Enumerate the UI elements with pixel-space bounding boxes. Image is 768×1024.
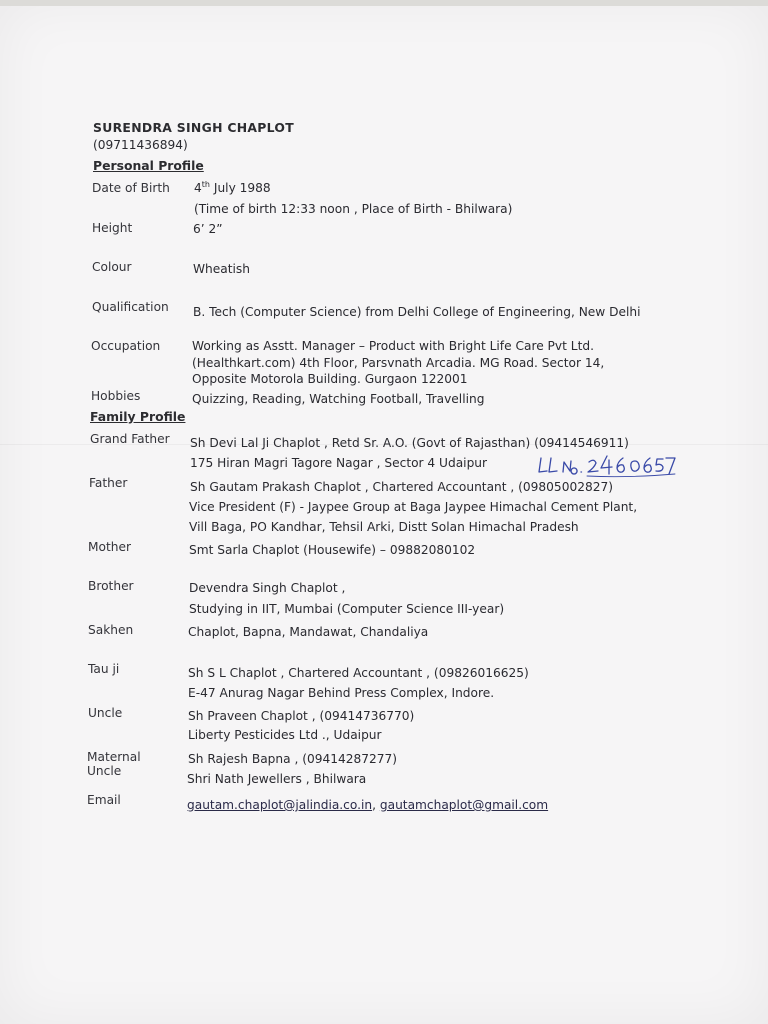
dob-date-rest: July 1988	[209, 181, 271, 195]
email-link-secondary[interactable]: gautamchaplot@gmail.com	[379, 798, 549, 812]
maternal-uncle-line-1: Sh Rajesh Bapna , (09414287277)	[188, 752, 398, 766]
colour-label: Colour	[92, 260, 132, 274]
dob-time-place: (Time of birth 12:33 noon , Place of Birth - Bhilwara)	[194, 202, 513, 216]
maternal-uncle-label-2: Uncle	[87, 764, 122, 778]
hobbies-value: Quizzing, Reading, Watching Football, Travelling	[192, 392, 485, 406]
occupation-line-3: Opposite Motorola Building. Gurgaon 122001	[192, 372, 468, 386]
occupation-line-2: (Healthkart.com) 4th Floor, Parsvnath Arcadia. MG Road. Sector 14,	[192, 356, 605, 370]
mother-value: Smt Sarla Chaplot (Housewife) – 09882080102	[189, 543, 476, 557]
tauji-line-1: Sh S L Chaplot , Chartered Accountant , (09826016625)	[188, 666, 529, 680]
dob-suffix: th	[201, 179, 210, 189]
height-value: 6’ 2”	[193, 222, 223, 236]
email-value	[187, 797, 548, 813]
uncle-label: Uncle	[88, 706, 123, 720]
dob-value	[194, 180, 271, 196]
qualification-value: B. Tech (Computer Science) from Delhi College of Engineering, New Delhi	[193, 305, 641, 319]
uncle-line-2: Liberty Pesticides Ltd ., Udaipur	[188, 728, 382, 742]
father-label: Father	[89, 476, 128, 490]
candidate-name: SURENDRA SINGH CHAPLOT	[93, 120, 295, 135]
tauji-label: Tau ji	[88, 662, 120, 676]
uncle-line-1: Sh Praveen Chaplot , (09414736770)	[188, 709, 415, 723]
grandfather-label: Grand Father	[90, 432, 170, 446]
handwritten-note-image	[537, 450, 677, 482]
grandfather-line-1: Sh Devi Lal Ji Chaplot , Retd Sr. A.O. (Govt of Rajasthan) (09414546911)	[190, 436, 629, 450]
dob-day: 4	[194, 181, 202, 195]
hobbies-label: Hobbies	[91, 389, 141, 403]
email-separator: ,	[372, 798, 380, 812]
personal-profile-heading: Personal Profile	[93, 158, 204, 173]
tauji-line-2: E-47 Anurag Nagar Behind Press Complex, Indore.	[188, 686, 495, 700]
colour-value: Wheatish	[193, 262, 250, 276]
father-line-2: Vice President (F) - Jaypee Group at Baga Jaypee Himachal Cement Plant,	[189, 500, 638, 514]
father-line-1: Sh Gautam Prakash Chaplot , Chartered Accountant , (09805002827)	[190, 480, 613, 494]
grandfather-line-2: 175 Hiran Magri Tagore Nagar , Sector 4 Udaipur	[190, 456, 488, 470]
maternal-uncle-label-1: Maternal	[87, 750, 141, 764]
maternal-uncle-line-2: Shri Nath Jewellers , Bhilwara	[187, 772, 367, 786]
occupation-label: Occupation	[91, 339, 161, 353]
dob-label: Date of Birth	[92, 181, 170, 195]
qualification-label: Qualification	[92, 300, 169, 314]
mother-label: Mother	[88, 540, 131, 554]
sakhen-value: Chaplot, Bapna, Mandawat, Chandaliya	[188, 625, 429, 639]
candidate-phone: (09711436894)	[93, 138, 188, 152]
email-link-primary[interactable]: gautam.chaplot@jalindia.co.in	[187, 798, 373, 812]
family-profile-heading: Family Profile	[90, 409, 186, 424]
brother-line-1: Devendra Singh Chaplot ,	[189, 581, 346, 595]
father-line-3: Vill Baga, PO Kandhar, Tehsil Arki, Distt Solan Himachal Pradesh	[189, 520, 579, 534]
brother-label: Brother	[88, 579, 134, 593]
occupation-line-1: Working as Asstt. Manager – Product with Bright Life Care Pvt Ltd.	[192, 339, 594, 353]
brother-line-2: Studying in IIT, Mumbai (Computer Science III-year)	[189, 602, 505, 616]
height-label: Height	[92, 221, 133, 235]
sakhen-label: Sakhen	[88, 623, 134, 637]
email-label: Email	[87, 793, 121, 807]
